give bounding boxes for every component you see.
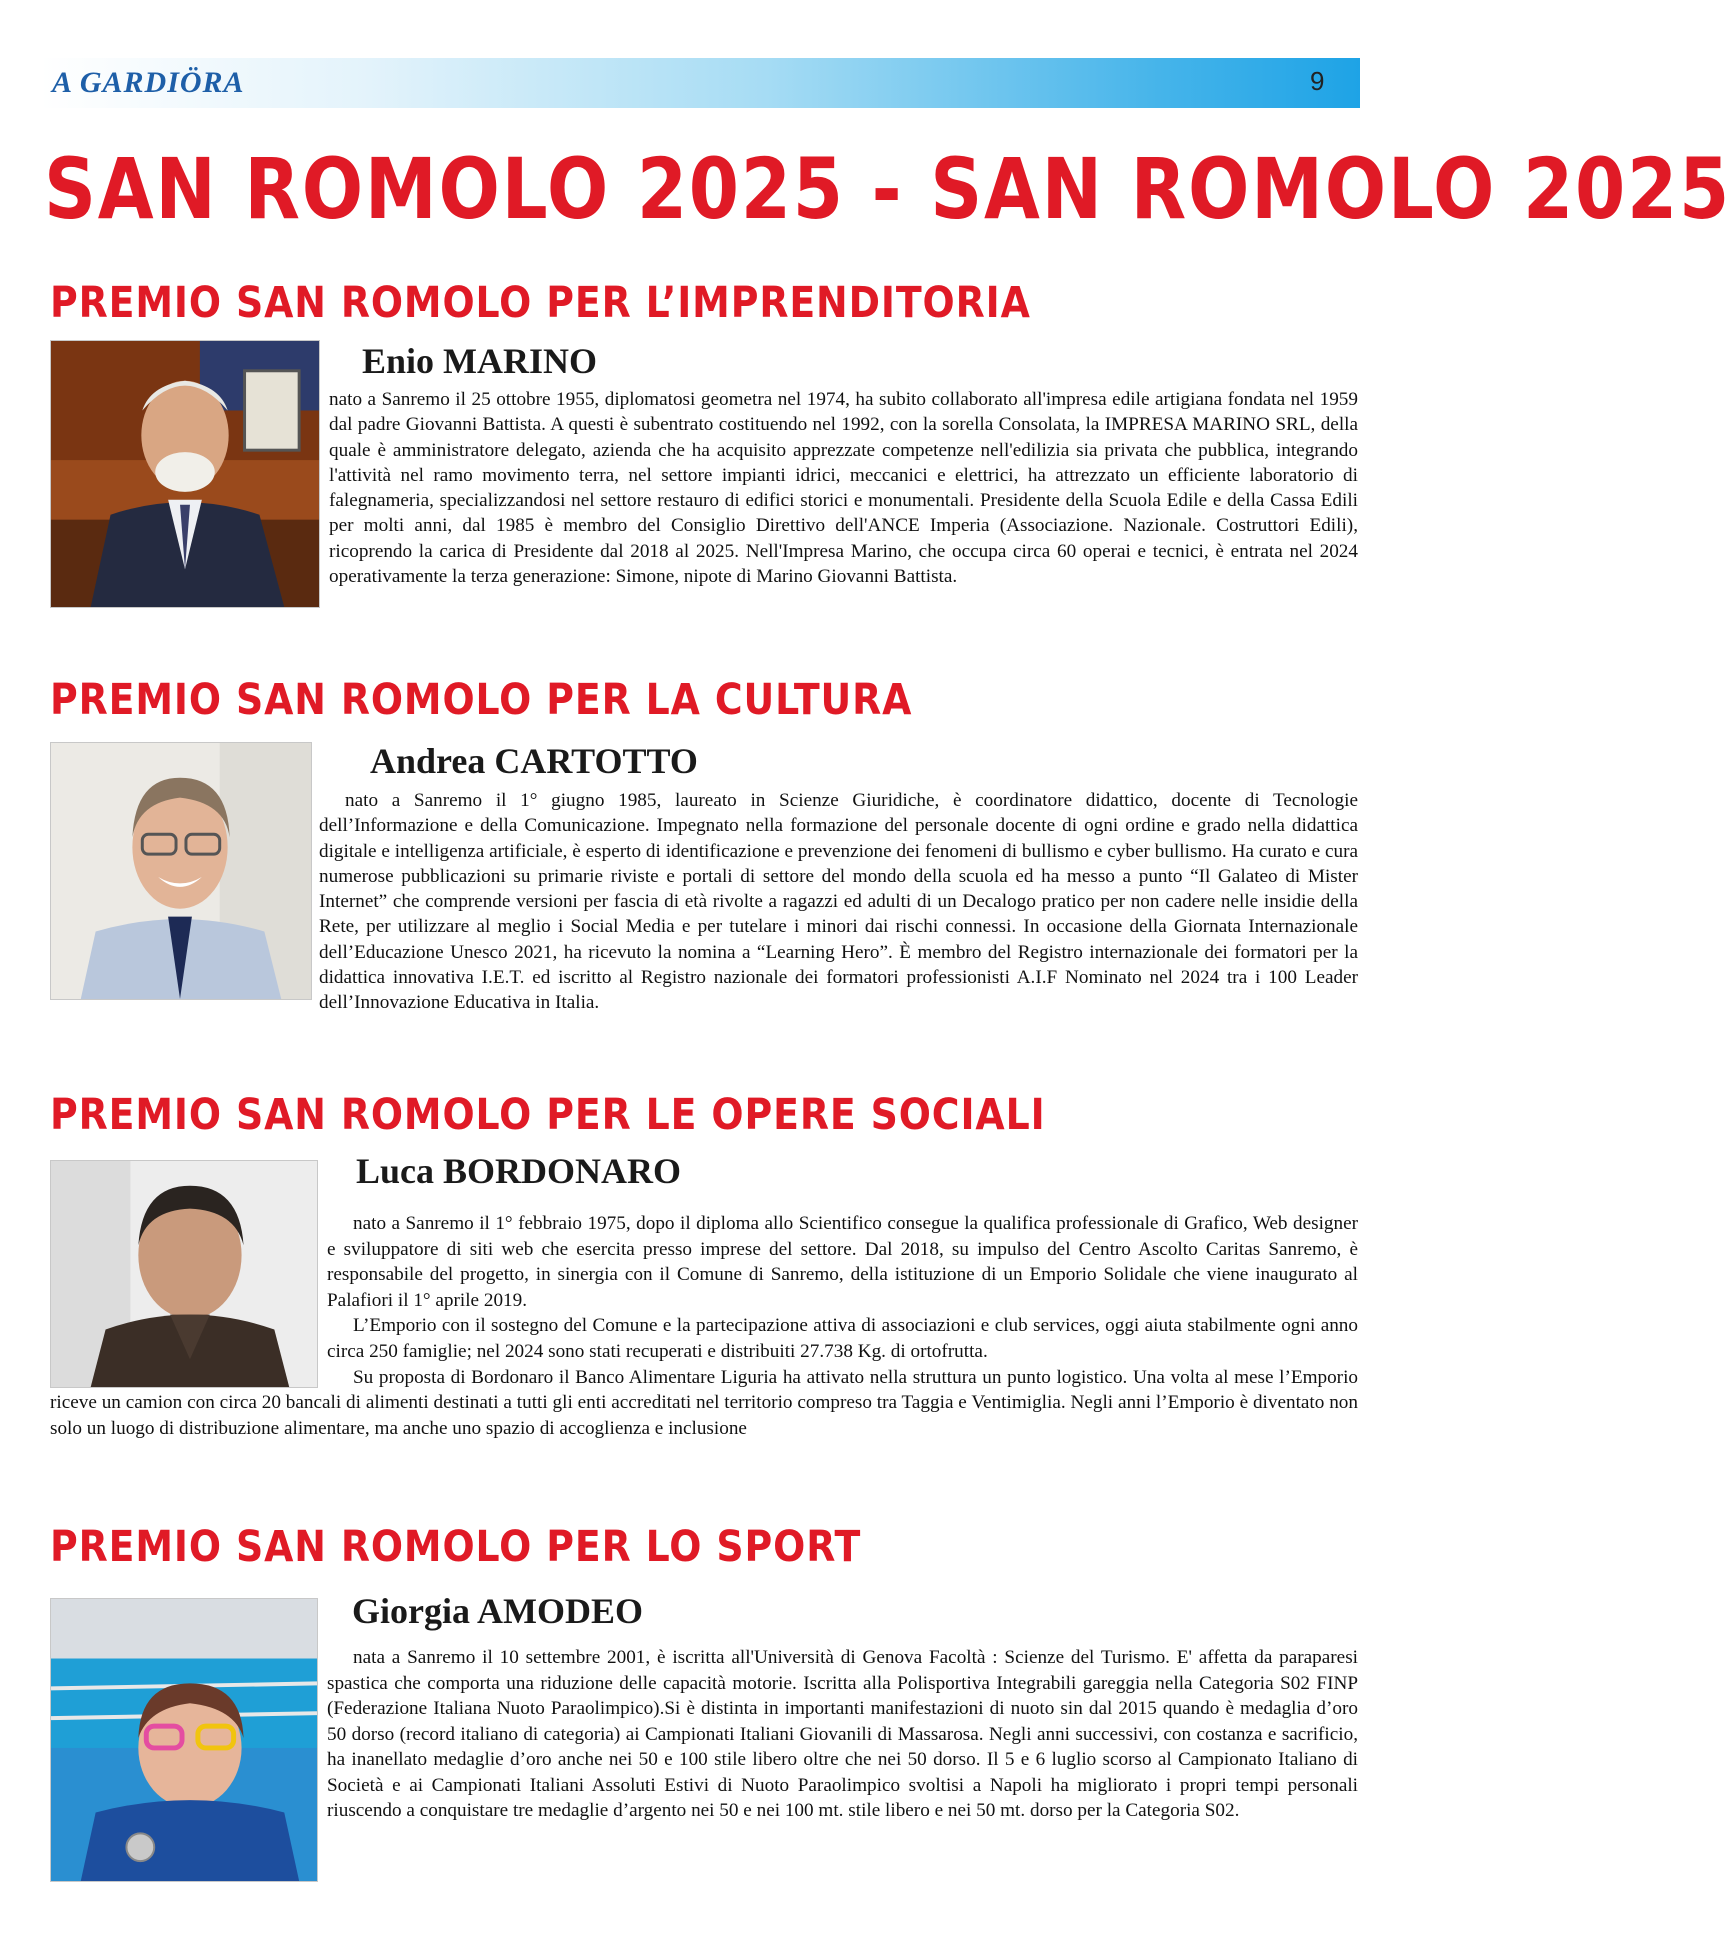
page-number: 9 (1310, 66, 1325, 96)
bio-paragraph: nato a Sanremo il 1° febbraio 1975, dopo il diploma allo Scientifico consegue la qualifica professionale di Grafico, Web designer e sviluppatore di siti web che esercita presso imprese del settore. Dal 2018, su impulso del Centro Ascolto Caritas Sanremo, è responsabile del progetto, in sinergia con il Comune di Sanremo, della istituzione di un Emporio Solidale che viene inaugurato al Palafiori il 1° aprile 2019. (327, 1213, 1358, 1311)
bio-paragraph: nato a Sanremo il 25 ottobre 1955, diplomatosi geometra nel 1974, ha subito collaborato all'impresa edile artigiana fondata nel 1959 dal padre Giovanni Battista. A questi è subentrato costituendo nel 1992, con la sorella Consolata, la IMPRESA MARINO SRL, della quale è amministratore delegato, azienda che ha acquisito apprezzate competenze nell'edilizia sia privata che pubblica, integrando l'attività nel ramo movimento terra, nel settore impianti idrici, meccanici e elettrici, ha attrezzato un efficiente laboratorio di falegnameria, specializzandosi nel settore restauro di edifici storici e monumentali. Presidente della Scuola Edile e della Cassa Edili per molti anni, dal 1985 è membro del Consiglio Direttivo dell'ANCE Imperia (Associazione. Nazionale. Costruttori Edili), ricoprendo la carica di Presidente dal 2018 al 2025. Nell'Impresa Marino, che occupa circa 60 operai e tecnici, è entrata nel 2024 operativamente la terza generazione: Simone, nipote di Marino Giovanni Battista. (329, 389, 1358, 588)
person-name-giorgia-amodeo: Giorgia AMODEO (352, 1591, 643, 1631)
section-heading-sport: PREMIO SAN ROMOLO PER LO SPORT (50, 1522, 862, 1572)
person-name-luca-bordonaro: Luca BORDONARO (356, 1151, 682, 1191)
section-heading-imprenditoria: PREMIO SAN ROMOLO PER L’IMPRENDITORIA (50, 278, 1031, 328)
bio-paragraph: nata a Sanremo il 10 settembre 2001, è iscritta all'Università di Genova Facoltà : Scienze del Turismo. E' affetta da paraparesi spastica che comporta una riduzione delle capacità motorie. Iscritta alla Polisportiva Integrabili gareggia nella Categoria S02 FINP (Federazione Italiana Nuoto Paraolimpico).Si è distinta in importanti manifestazioni di nuoto sin dal 2015 quando è medaglia d’oro 50 dorso (record italiano di categoria) ai Campionati Italiani Giovanili di Massarosa. Negli anni successivi, con costanza e sacrificio, ha inanellato medaglie d’oro anche nei 50 e 100 stile libero oltre che nei 50 dorso. Il 5 e 6 luglio scorso al Campionato Italiano di Società e ai Campionati Italiani Assoluti Estivi di Nuoto Paraolimpico svoltisi a Napoli ha migliorato i propri tempi personali riuscendo a conquistare tre medaglie d’argento nei 50 e nei 100 mt. stile libero e nei 50 mt. dorso per la Categoria S02. (327, 1647, 1358, 1821)
bio-luca-bordonaro (50, 1211, 1358, 1491)
person-name-enio-marino: Enio MARINO (362, 341, 598, 381)
bio-paragraph: nato a Sanremo il 1° giugno 1985, laureato in Scienze Giuridiche, è coordinatore didattico, docente di Tecnologie dell’Informazione e della Comunicazione. Impegnato nella formazione del personale docente di ogni ordine e grado nella didattica digitale e intelligenza artificiale, è esperto di identificazione e prevenzione dei fenomeni di bullismo e cyber bullismo. Ha curato e cura numerose pubblicazioni su primarie riviste e portali di settore del mondo della scuola ed ha messo a punto “Il Galateo di Mister Internet” che comprende versioni per fascia di età rivolte a ragazzi ed adulti di un Decalogo pratico per non cadere nelle insidie della Rete, per utilizzare al meglio i Social Media e per tutelare i minori dai rischi connessi. In occasione della Giornata Internazionale dell’Educazione Unesco 2021, ha ricevuto la nomina a “Learning Hero”. È membro del Registro internazionale dei formatori per la didattica innovativa I.E.T. ed iscritto al Registro nazionale dei formatori professionisti A.I.F Nominato nel 2024 tra i 100 Leader dell’Innovazione Educativa in Italia. (319, 790, 1358, 1014)
masthead: A GARDIÖRA (52, 66, 245, 99)
bio-enio-marino (50, 387, 1358, 662)
bio-paragraph: Su proposta di Bordonaro il Banco Alimentare Liguria ha attivato nella struttura un punto logistico. Una volta al mese l’Emporio riceve un camion con circa 20 bancali di alimenti destinati a tutti gli enti accreditati nel territorio compreso tra Taggia e Ventimiglia. Negli anni l’Emporio è diventato non solo un luogo di distribuzione alimentare, ma anche uno spazio di accoglienza e inclusione (50, 1366, 1358, 1439)
bio-paragraph: L’Emporio con il sostegno del Comune e la partecipazione attiva di associazioni e club services, oggi aiuta stabilmente ogni anno circa 250 famiglie; nel 2024 sono stati recuperati e distribuiti 27.738 Kg. di ortofrutta. (327, 1315, 1358, 1362)
bio-andrea-cartotto (50, 788, 1358, 1063)
section-heading-opere-sociali: PREMIO SAN ROMOLO PER LE OPERE SOCIALI (50, 1090, 1046, 1140)
section-heading-cultura: PREMIO SAN ROMOLO PER LA CULTURA (50, 675, 913, 725)
person-name-andrea-cartotto: Andrea CARTOTTO (370, 741, 698, 781)
photo-giorgia-amodeo (50, 1598, 318, 1882)
bio-giorgia-amodeo (327, 1645, 1358, 1905)
main-title: SAN ROMOLO 2025 - SAN ROMOLO 2025 (44, 140, 1731, 238)
